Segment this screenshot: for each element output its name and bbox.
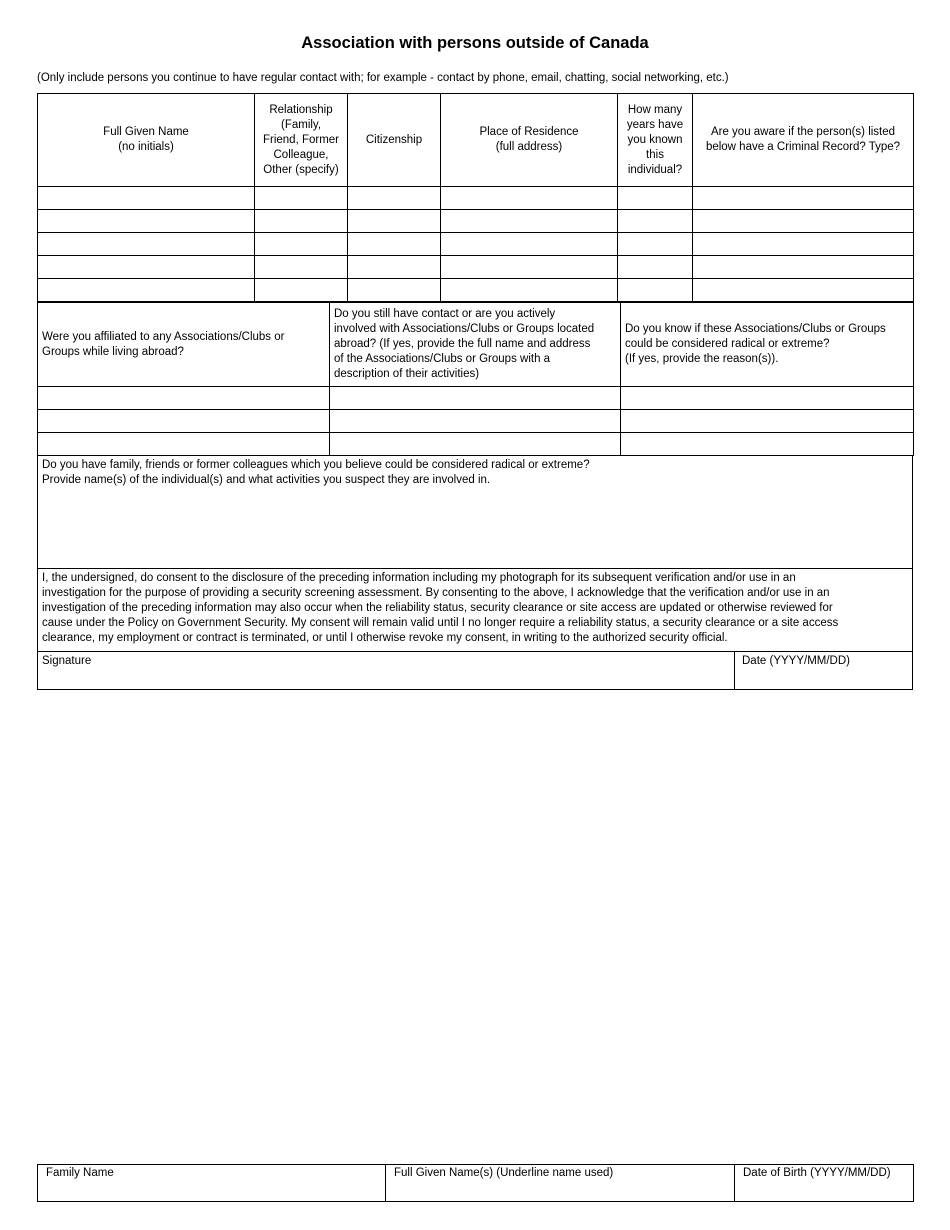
citizenship-field[interactable]: [348, 233, 441, 256]
criminal-record-field[interactable]: [693, 187, 914, 210]
header-still-in-contact: [330, 303, 621, 387]
header-line: Friend, Former: [262, 133, 340, 146]
header-radical-groups: [621, 303, 914, 387]
header-criminal-record: [693, 94, 914, 187]
consent-line: investigation of the preceding information may also occur when the reliability status, security clearance or site access are updated or otherwise reviewed for: [42, 602, 833, 614]
relationship-field[interactable]: [255, 187, 348, 210]
years-known-field[interactable]: [618, 233, 693, 256]
relationship-field[interactable]: [255, 256, 348, 279]
signature-label: Signature: [42, 655, 92, 667]
affiliated-field[interactable]: [38, 387, 330, 410]
years-known-field[interactable]: [618, 279, 693, 302]
persons-table-header: [38, 94, 914, 187]
table-row: [38, 433, 914, 456]
header-line: Do you still have contact or are you actively: [334, 308, 556, 320]
header-line: Colleague,: [273, 148, 329, 161]
header-line: individual?: [627, 163, 683, 176]
family-name-field[interactable]: [38, 1165, 386, 1202]
residence-field[interactable]: [441, 187, 618, 210]
radical-reason-field[interactable]: [621, 410, 914, 433]
table-row: [38, 410, 914, 433]
consent-statement: [37, 568, 913, 652]
header-line: How many: [627, 103, 683, 116]
signature-date-label: Date (YYYY/MM/DD): [742, 655, 850, 667]
header-line: Groups while living abroad?: [42, 345, 184, 358]
header-line: this: [646, 148, 664, 161]
header-place-of-residence: [441, 94, 618, 187]
years-known-field[interactable]: [618, 256, 693, 279]
instructions-note: (Only include persons you continue to have regular contact with; for example - contact by phone, email, chatting, social networking, etc.): [37, 72, 729, 84]
radical-reason-field[interactable]: [621, 387, 914, 410]
table-row: [38, 256, 914, 279]
header-line: Other (specify): [263, 163, 339, 176]
persons-table: [37, 93, 914, 302]
criminal-record-field[interactable]: [693, 233, 914, 256]
full-given-name-field[interactable]: [38, 256, 255, 279]
signature-date-field[interactable]: [734, 651, 913, 690]
header-line: (Family,: [280, 118, 322, 131]
criminal-record-field[interactable]: [693, 210, 914, 233]
consent-line: investigation for the purpose of providing a security screening assessment. By consenting to the above, I acknowledge that the verification and/or use in an: [42, 587, 830, 599]
header-relationship: [255, 94, 348, 187]
header-line: below have a Criminal Record? Type?: [705, 141, 901, 153]
table-row: [38, 233, 914, 256]
header-line: Full Given Name: [103, 126, 189, 138]
criminal-record-field[interactable]: [693, 279, 914, 302]
header-line: of the Associations/Clubs or Groups with a: [334, 353, 551, 365]
date-of-birth-field[interactable]: [735, 1165, 914, 1202]
consent-line: cause under the Policy on Government Security. My consent will remain valid until I no longer require a reliability status, a security clearance or a site access: [42, 617, 839, 629]
given-names-field[interactable]: [386, 1165, 735, 1202]
header-affiliated-abroad: [38, 303, 330, 387]
affiliated-field[interactable]: [38, 410, 330, 433]
header-years-known: [618, 94, 693, 187]
radical-reason-field[interactable]: [621, 433, 914, 456]
full-given-name-field[interactable]: [38, 187, 255, 210]
header-full-given-name: [38, 94, 255, 187]
header-line: could be considered radical or extreme?: [625, 338, 830, 350]
associations-table: [37, 302, 914, 456]
radical-individuals-field[interactable]: [37, 456, 913, 569]
citizenship-field[interactable]: [348, 279, 441, 302]
header-line: Relationship: [269, 103, 333, 116]
header-line: Citizenship: [365, 133, 423, 146]
header-line: abroad? (If yes, provide the full name and address: [334, 338, 591, 350]
residence-field[interactable]: [441, 210, 618, 233]
header-line: years have: [626, 118, 684, 131]
full-given-name-field[interactable]: [38, 233, 255, 256]
header-line: Were you affiliated to any Associations/Clubs or: [42, 330, 285, 343]
years-known-field[interactable]: [618, 210, 693, 233]
table-row: [38, 210, 914, 233]
contact-details-field[interactable]: [330, 433, 621, 456]
relationship-field[interactable]: [255, 233, 348, 256]
table-row: [38, 279, 914, 302]
table-row: [38, 187, 914, 210]
criminal-record-field[interactable]: [693, 256, 914, 279]
residence-field[interactable]: [441, 233, 618, 256]
radical-question-line: Do you have family, friends or former colleagues which you believe could be considered radical or extreme?: [42, 459, 590, 471]
family-name-label: Family Name: [46, 1167, 114, 1179]
header-line: involved with Associations/Clubs or Groups located: [334, 323, 595, 335]
radical-question-line: Provide name(s) of the individual(s) and what activities you suspect they are involved in.: [42, 474, 491, 486]
contact-details-field[interactable]: [330, 410, 621, 433]
header-citizenship: [348, 94, 441, 187]
footer-identification: [37, 1164, 914, 1202]
header-line: Do you know if these Associations/Clubs or Groups: [625, 323, 886, 335]
header-line: description of their activities): [334, 368, 480, 380]
page-title: Association with persons outside of Canada: [301, 34, 649, 52]
header-line: (If yes, provide the reason(s)).: [625, 353, 779, 365]
residence-field[interactable]: [441, 279, 618, 302]
date-of-birth-label: Date of Birth (YYYY/MM/DD): [743, 1167, 891, 1179]
relationship-field[interactable]: [255, 279, 348, 302]
header-line: (no initials): [118, 141, 174, 153]
affiliated-field[interactable]: [38, 433, 330, 456]
consent-line: clearance, my employment or contract is terminated, or until I otherwise revoke my consent, in writing to the authorized security official.: [42, 632, 728, 644]
citizenship-field[interactable]: [348, 187, 441, 210]
residence-field[interactable]: [441, 256, 618, 279]
signature-field[interactable]: [37, 651, 735, 690]
citizenship-field[interactable]: [348, 256, 441, 279]
relationship-field[interactable]: [255, 210, 348, 233]
consent-line: I, the undersigned, do consent to the disclosure of the preceding information including my photograph for its subsequent verification and/or use in an: [42, 572, 796, 584]
full-given-name-field[interactable]: [38, 279, 255, 302]
contact-details-field[interactable]: [330, 387, 621, 410]
header-line: Are you aware if the person(s) listed: [710, 126, 896, 138]
associations-table-header: [38, 303, 914, 387]
full-given-name-field[interactable]: [38, 210, 255, 233]
header-line: (full address): [495, 141, 563, 153]
table-row: [38, 387, 914, 410]
given-names-label: Full Given Name(s) (Underline name used): [394, 1167, 614, 1179]
citizenship-field[interactable]: [348, 210, 441, 233]
years-known-field[interactable]: [618, 187, 693, 210]
header-line: you known: [627, 133, 683, 146]
header-line: Place of Residence: [479, 126, 579, 138]
